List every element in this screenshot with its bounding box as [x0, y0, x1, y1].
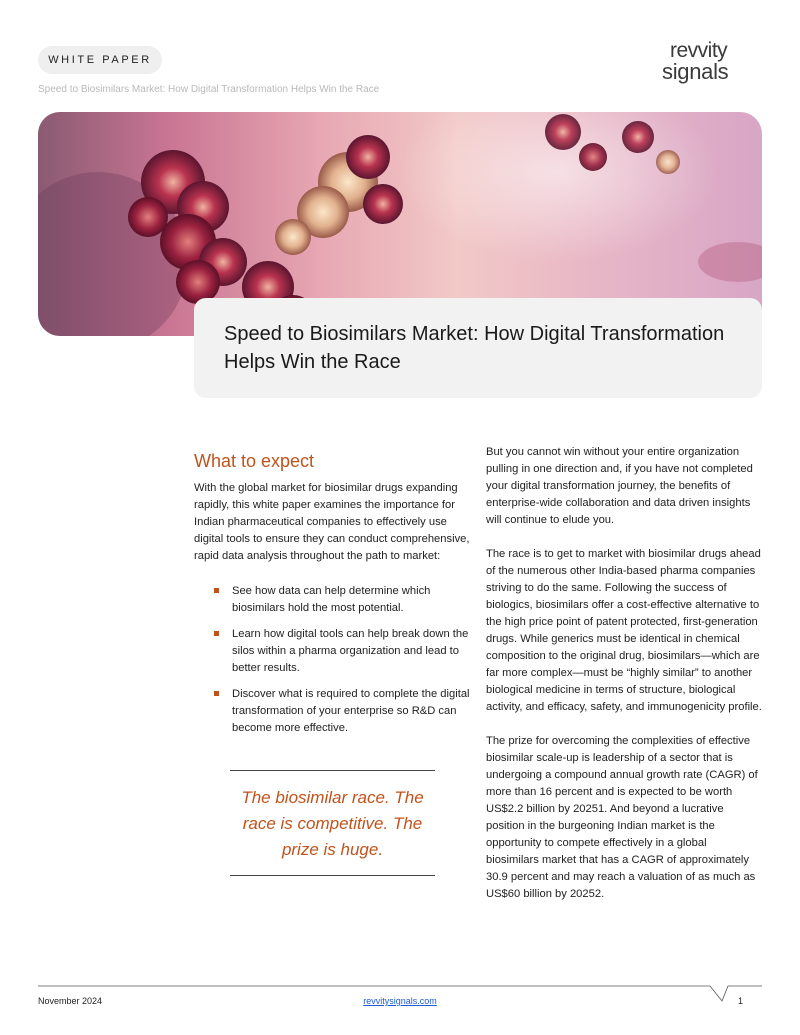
body-paragraph: The prize for overcoming the complexities of effective biosimilar scale-up is leadership of a sector that is undergoing a compound annual growth rate (CAGR) of more than 16 percent and is expected to be worth US$2.2 billion by 20251. And beyond a lucrative position in the burgeoning Indian market is the opportunity to compete effectively in a global biosimilars market that has a CAGR of approximately 30.9 percent and may reach a valuation of as much as US$60 billion by 20252. — [486, 735, 758, 900]
logo-word-revvity: revvity — [670, 39, 728, 62]
body-paragraph: The race is to get to market with biosimilar drugs ahead of the numerous other India-based pharma companies striving to do the same. Following the success of biologics, biosimilars offer a cost-effective alternative to the high price point of patent protected, first-generation drugs. While generics must be identical in chemical composition to the original drug, biosimilars—which are far more complex—must be “highly similar” to another biological medicine in terms of structure, biological activity, and efficacy, safety, and immunogenicity profile. — [486, 548, 762, 713]
list-item — [212, 686, 472, 737]
bullet-square-icon — [214, 691, 219, 696]
logo-word-signals: signals — [662, 59, 729, 84]
bullet-square-icon — [214, 631, 219, 636]
antibody-right-arm — [275, 135, 403, 255]
intro-paragraph: With the global market for biosimilar drugs expanding rapidly, this white paper examines the importance for Indian pharmaceutical companies to effectively use digital tools to ensure they can conduct comprehensive, rapid data analysis throughout the path to market: — [194, 482, 470, 562]
pull-quote — [230, 770, 435, 876]
footer-website-link[interactable]: revvitysignals.com — [363, 996, 437, 1006]
list-item-text: See how data can help determine which biosimilars hold the most potential. — [232, 585, 431, 614]
document-type-badge: WHITE PAPER — [38, 46, 162, 74]
title-card — [194, 298, 762, 398]
list-item-text: Learn how digital tools can help break down the silos within a pharma organization and lead to better results. — [232, 628, 469, 674]
footer-date: November 2024 — [38, 996, 103, 1006]
document-title: Speed to Biosimilars Market: How Digital Transformation Helps Win the Race — [224, 323, 725, 373]
footer-url-wrapper — [0, 996, 800, 1006]
left-column — [194, 450, 474, 746]
list-item-text: Discover what is required to complete the digital transformation of your enterprise so R&D can become more effective. — [232, 688, 470, 734]
running-header-title: Speed to Biosimilars Market: How Digital Transformation Helps Win the Race — [38, 84, 380, 95]
right-column — [486, 444, 762, 920]
list-item — [212, 626, 472, 677]
expectations-list — [212, 583, 472, 737]
body-paragraph: But you cannot win without your entire organization pulling in one direction and, if you have not completed your digital transformation journey, the benefits of enterprise-wide collaboration and data driven insights will continue to elude you. — [486, 446, 753, 526]
page-number: 1 — [738, 996, 744, 1006]
bullet-square-icon — [214, 588, 219, 593]
revvity-signals-logo — [662, 40, 742, 86]
pull-quote-text: The biosimilar race. The race is competitive. The prize is huge. — [241, 788, 424, 859]
list-item — [212, 583, 472, 617]
section-heading-what-to-expect: What to expect — [194, 451, 315, 471]
